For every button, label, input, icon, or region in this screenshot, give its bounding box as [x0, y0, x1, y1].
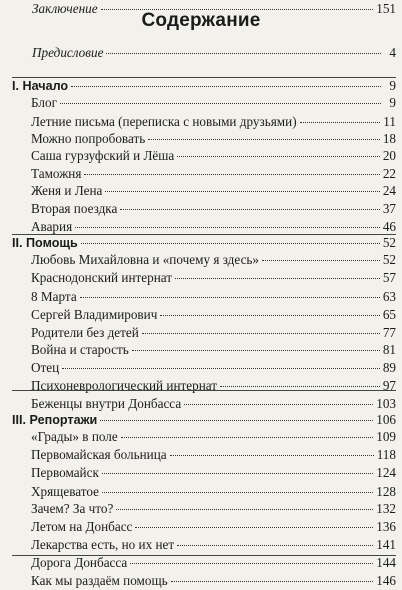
toc-page-number: 77	[382, 325, 396, 340]
toc-row	[0, 94, 402, 112]
toc-row	[0, 182, 402, 200]
toc-entry-label: Заключение	[32, 1, 98, 16]
toc-entry-label: Война и старость	[31, 342, 129, 357]
toc-entry-label: Как мы раздаём помощь	[31, 573, 168, 588]
dot-leader	[80, 297, 380, 298]
toc-page-number: 146	[376, 573, 396, 588]
dot-leader	[62, 368, 380, 369]
toc-page-number: 18	[382, 131, 396, 146]
dot-leader	[84, 174, 379, 175]
toc-row	[0, 464, 402, 482]
toc-section-row	[0, 77, 402, 95]
toc-row	[0, 251, 402, 269]
dot-leader	[300, 122, 381, 123]
toc-row	[0, 165, 402, 183]
toc-entry-label: Психоневрологический интернат	[31, 378, 218, 393]
toc-entry-label: II. Помощь	[12, 236, 78, 250]
dot-leader	[100, 420, 373, 421]
toc-page-number: 106	[376, 412, 396, 427]
toc-entry-label: Зачем? За что?	[31, 501, 114, 516]
toc-page-number: 136	[376, 519, 396, 534]
toc-row	[0, 483, 402, 501]
toc-page-number: 81	[382, 342, 396, 357]
toc-entry-label: Родители без детей	[31, 325, 139, 340]
dot-leader	[75, 227, 380, 228]
dot-leader	[220, 386, 380, 387]
dot-leader	[148, 139, 380, 140]
toc-entry-label: Беженцы внутри Донбасса	[31, 396, 182, 411]
toc-entry-label: Отец	[31, 360, 60, 375]
toc-row	[0, 0, 402, 18]
toc-page-number: 11	[383, 114, 396, 129]
dot-leader	[101, 9, 374, 10]
dot-leader	[60, 103, 381, 104]
toc-page-number: 141	[376, 537, 396, 552]
toc-page-number: 118	[376, 447, 396, 462]
toc-row	[0, 377, 402, 395]
toc-entry-label: Хрящеватое	[31, 484, 99, 499]
section-divider	[12, 555, 396, 556]
toc-row	[0, 44, 402, 62]
dot-leader	[106, 53, 381, 54]
toc-entry-label: Предисловие	[32, 45, 104, 60]
toc-row	[0, 306, 402, 324]
dot-leader	[102, 492, 373, 493]
toc-entry-label: Летом на Донбасс	[31, 519, 133, 534]
dot-leader	[105, 191, 379, 192]
toc-entry-label: Любовь Михайловна и «почему я здесь»	[31, 252, 260, 267]
dot-leader	[81, 243, 380, 244]
dot-leader	[142, 333, 380, 334]
dot-leader	[130, 563, 373, 564]
toc-entry-label: III. Репортажи	[12, 413, 98, 427]
toc-entry-label: Авария	[31, 219, 73, 234]
page-title: Содержание	[141, 10, 261, 31]
toc-row	[0, 428, 402, 446]
toc-page-number: 151	[376, 1, 396, 16]
toc-page-number: 9	[389, 78, 396, 93]
toc-entry-label: Женя и Лена	[31, 183, 103, 198]
dot-leader	[116, 509, 373, 510]
toc-row	[0, 518, 402, 536]
toc-page-number: 89	[382, 360, 396, 375]
toc-page-number: 65	[382, 307, 396, 322]
toc-page-number: 103	[376, 396, 396, 411]
toc-entry-label: «Грады» в поле	[31, 429, 118, 444]
section-divider	[12, 390, 396, 391]
toc-row	[0, 359, 402, 377]
toc-row	[0, 269, 402, 287]
toc-entry-label: Вторая поездка	[31, 201, 118, 216]
toc-page-number: 24	[382, 183, 396, 198]
dot-leader	[170, 455, 374, 456]
toc-entry-label: I. Начало	[12, 79, 69, 93]
section-divider	[12, 77, 396, 78]
toc-page-number: 37	[382, 201, 396, 216]
toc-section-row	[0, 411, 402, 429]
dot-leader	[171, 581, 374, 582]
dot-leader	[132, 350, 380, 351]
toc-entry-label: 8 Марта	[31, 289, 77, 304]
toc-entry-label: Первомайская больница	[31, 447, 167, 462]
toc-row	[0, 113, 402, 131]
toc-page-number: 63	[382, 289, 396, 304]
toc-page-number: 144	[376, 555, 396, 570]
toc-page-number: 132	[376, 501, 396, 516]
toc-page-number: 4	[389, 45, 396, 60]
toc-row	[0, 446, 402, 464]
toc-entry-label: Сергей Владимирович	[31, 307, 158, 322]
toc-page-number: 52	[382, 252, 396, 267]
toc-entry-label: Летние письма (переписка с новыми друзьями)	[31, 114, 297, 129]
dot-leader	[102, 473, 373, 474]
dot-leader	[177, 545, 373, 546]
dot-leader	[175, 278, 380, 279]
toc-page-number: 9	[389, 95, 396, 110]
dot-leader	[177, 156, 380, 157]
dot-leader	[121, 437, 373, 438]
toc-page-number: 22	[382, 166, 396, 181]
dot-leader	[120, 209, 379, 210]
toc-page-number: 97	[382, 378, 396, 393]
toc-row	[0, 200, 402, 218]
toc-page-number: 46	[382, 219, 396, 234]
toc-page-number: 128	[376, 484, 396, 499]
toc-row	[0, 500, 402, 518]
toc-row	[0, 572, 402, 590]
toc-page-number: 109	[376, 429, 396, 444]
section-divider	[12, 234, 396, 235]
toc-entry-label: Саша гурзуфский и Лёша	[31, 148, 175, 163]
toc-page-number: 52	[382, 235, 396, 250]
toc-row	[0, 324, 402, 342]
toc-entry-label: Блог	[31, 95, 57, 110]
toc-row	[0, 554, 402, 572]
dot-leader	[262, 260, 380, 261]
toc-entry-label: Таможня	[31, 166, 82, 181]
dot-leader	[160, 315, 379, 316]
toc-page-number: 57	[382, 270, 396, 285]
toc-row	[0, 341, 402, 359]
toc-entry-label: Краснодонский интернат	[31, 270, 173, 285]
toc-entry-label: Дорога Донбасса	[31, 555, 128, 570]
toc-page-number: 124	[376, 465, 396, 480]
dot-leader	[71, 86, 381, 87]
dot-leader	[135, 527, 373, 528]
toc-entry-label: Первомайск	[31, 465, 99, 480]
toc-row	[0, 147, 402, 165]
toc-page-number: 20	[382, 148, 396, 163]
dot-leader	[184, 404, 373, 405]
toc-section-row	[0, 234, 402, 252]
toc-row	[0, 288, 402, 306]
toc-row	[0, 130, 402, 148]
toc-entry-label: Лекарства есть, но их нет	[31, 537, 175, 552]
toc-row	[0, 536, 402, 554]
toc-entry-label: Можно попробовать	[31, 131, 146, 146]
